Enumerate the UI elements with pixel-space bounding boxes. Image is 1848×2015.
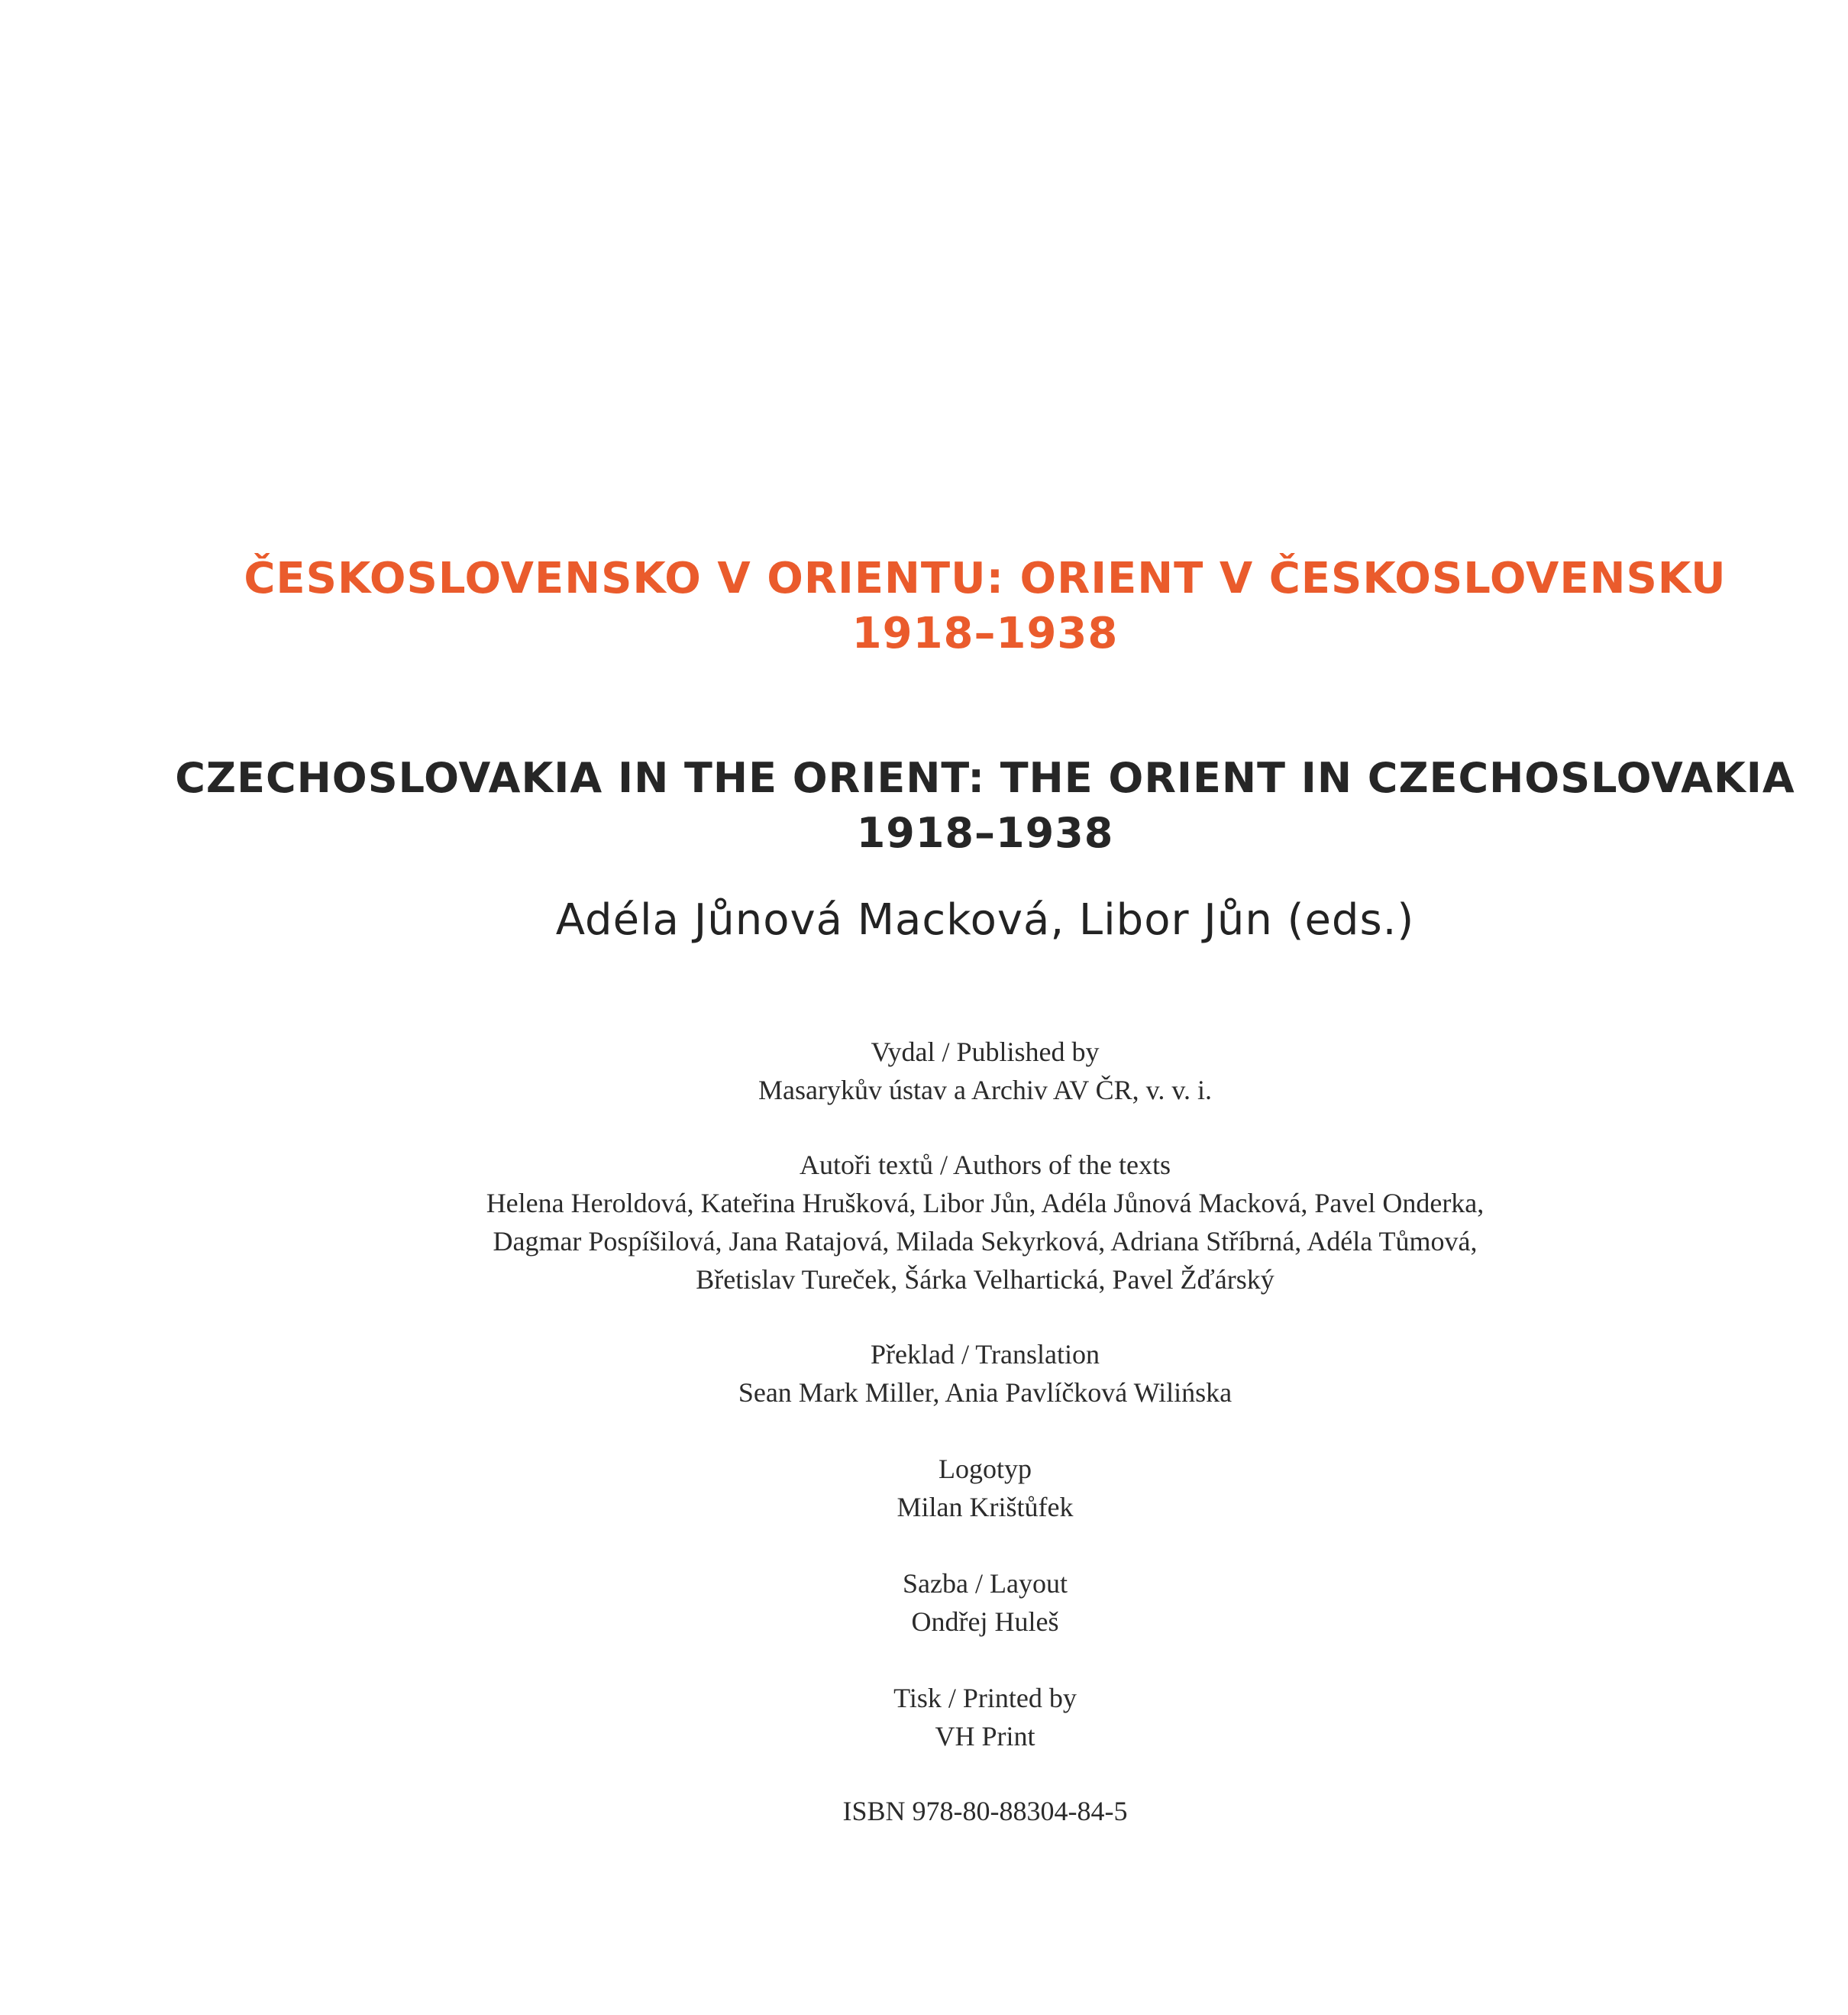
english-title-line-1: CZECHOSLOVAKIA IN THE ORIENT: THE ORIENT IN CZECHOSLOVAKIA xyxy=(175,754,1795,802)
layout-label: Sazba / Layout xyxy=(903,1568,1068,1599)
english-title xyxy=(61,751,1848,861)
publisher-block xyxy=(61,1033,1848,1109)
czech-title xyxy=(61,551,1848,661)
authors-block xyxy=(61,1146,1848,1299)
printer-value: VH Print xyxy=(935,1721,1035,1751)
printer-block xyxy=(61,1679,1848,1755)
isbn: ISBN 978-80-88304-84-5 xyxy=(842,1796,1128,1826)
editors: Adéla Jůnová Macková, Libor Jůn (eds.) xyxy=(555,895,1415,945)
publisher-label: Vydal / Published by xyxy=(871,1037,1100,1067)
isbn-block xyxy=(61,1792,1848,1830)
logo-value: Milan Krištůfek xyxy=(897,1492,1074,1522)
authors-line: Dagmar Pospíšilová, Jana Ratajová, Milada Sekyrková, Adriana Stříbrná, Adéla Tůmová, xyxy=(493,1226,1478,1257)
authors-line: Břetislav Tureček, Šárka Velhartická, Pavel Žďárský xyxy=(696,1264,1275,1295)
publisher-value: Masarykův ústav a Archiv AV ČR, v. v. i. xyxy=(758,1075,1212,1105)
translation-value: Sean Mark Miller, Ania Pavlíčková Wilińska xyxy=(738,1377,1233,1408)
czech-title-line-1: ČESKOSLOVENSKO V ORIENTU: ORIENT V ČESKOSLOVENSKU xyxy=(244,554,1727,603)
translation-block xyxy=(61,1335,1848,1412)
english-title-line-2: 1918–1938 xyxy=(856,809,1114,857)
translation-label: Překlad / Translation xyxy=(870,1339,1100,1370)
czech-title-line-2: 1918–1938 xyxy=(851,609,1119,658)
layout-block xyxy=(61,1564,1848,1641)
printer-label: Tisk / Printed by xyxy=(893,1683,1077,1713)
logo-block xyxy=(61,1450,1848,1526)
authors-label: Autoři textů / Authors of the texts xyxy=(800,1150,1171,1180)
layout-value: Ondřej Huleš xyxy=(911,1606,1059,1637)
authors-line: Helena Heroldová, Kateřina Hrušková, Libor Jůn, Adéla Jůnová Macková, Pavel Onderka, xyxy=(486,1188,1485,1218)
logo-label: Logotyp xyxy=(939,1454,1032,1484)
